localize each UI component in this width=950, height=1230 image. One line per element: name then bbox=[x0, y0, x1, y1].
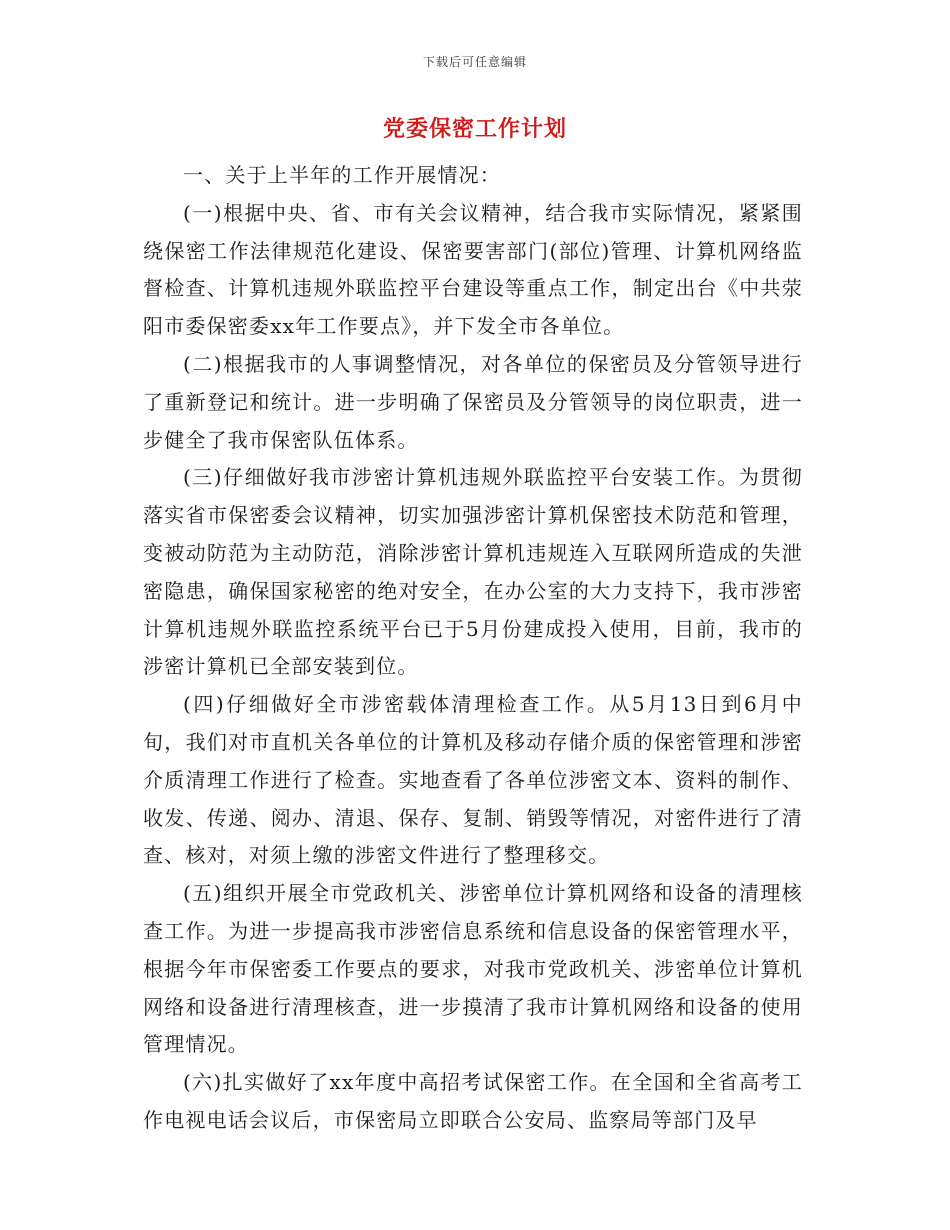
document-title: 党委保密工作计划 bbox=[382, 116, 567, 142]
header-note: 下载后可任意编辑 bbox=[422, 55, 527, 69]
paragraph: (四)仔细做好全市涉密载体清理检查工作。从5月13日到6月中旬，我们对市直机关各单位的计算机及移动存储介质的保密管理和涉密介质清理工作进行了检查。实地查看了各单位涉密文本、资料的制作、收发、传递、阅办、清退、保存、复制、销毁等情况，对密件进行了清查、核对，对须上缴的涉密文件进行了整理移交。 bbox=[143, 692, 803, 868]
document-body bbox=[143, 157, 803, 1140]
paragraph: (一)根据中央、省、市有关会议精神，结合我市实际情况，紧紧围绕保密工作法律规范化建设、保密要害部门(部位)管理、计算机网络监督检查、计算机违规外联监控平台建设等重点工作，制定出台《中共荥阳市委保密委xx年工作要点》，并下发全市各单位。 bbox=[143, 200, 803, 339]
section-heading: 一、关于上半年的工作开展情况： bbox=[183, 163, 501, 187]
paragraph: (六)扎实做好了xx年度中高招考试保密工作。在全国和全省高考工作电视电话会议后，市保密局立即联合公安局、监察局等部门及早 bbox=[143, 1070, 803, 1132]
paragraph: (二)根据我市的人事调整情况，对各单位的保密员及分管领导进行了重新登记和统计。进一步明确了保密员及分管领导的岗位职责，进一步健全了我市保密队伍体系。 bbox=[143, 351, 803, 452]
paragraph: (五)组织开展全市党政机关、涉密单位计算机网络和设备的清理核查工作。为进一步提高我市涉密信息系统和信息设备的保密管理水平，根据今年市保密委工作要点的要求，对我市党政机关、涉密单位计算机网络和设备进行清理核查，进一步摸清了我市计算机网络和设备的使用管理情况。 bbox=[143, 881, 803, 1057]
paragraph: (三)仔细做好我市涉密计算机违规外联监控平台安装工作。为贯彻落实省市保密委会议精神，切实加强涉密计算机保密技术防范和管理，变被动防范为主动防范，消除涉密计算机违规连入互联网所造成的失泄密隐患，确保国家秘密的绝对安全，在办公室的大力支持下，我市涉密计算机违规外联监控系统平台已于5月份建成投入使用，目前，我市的涉密计算机已全部安装到位。 bbox=[143, 465, 803, 679]
